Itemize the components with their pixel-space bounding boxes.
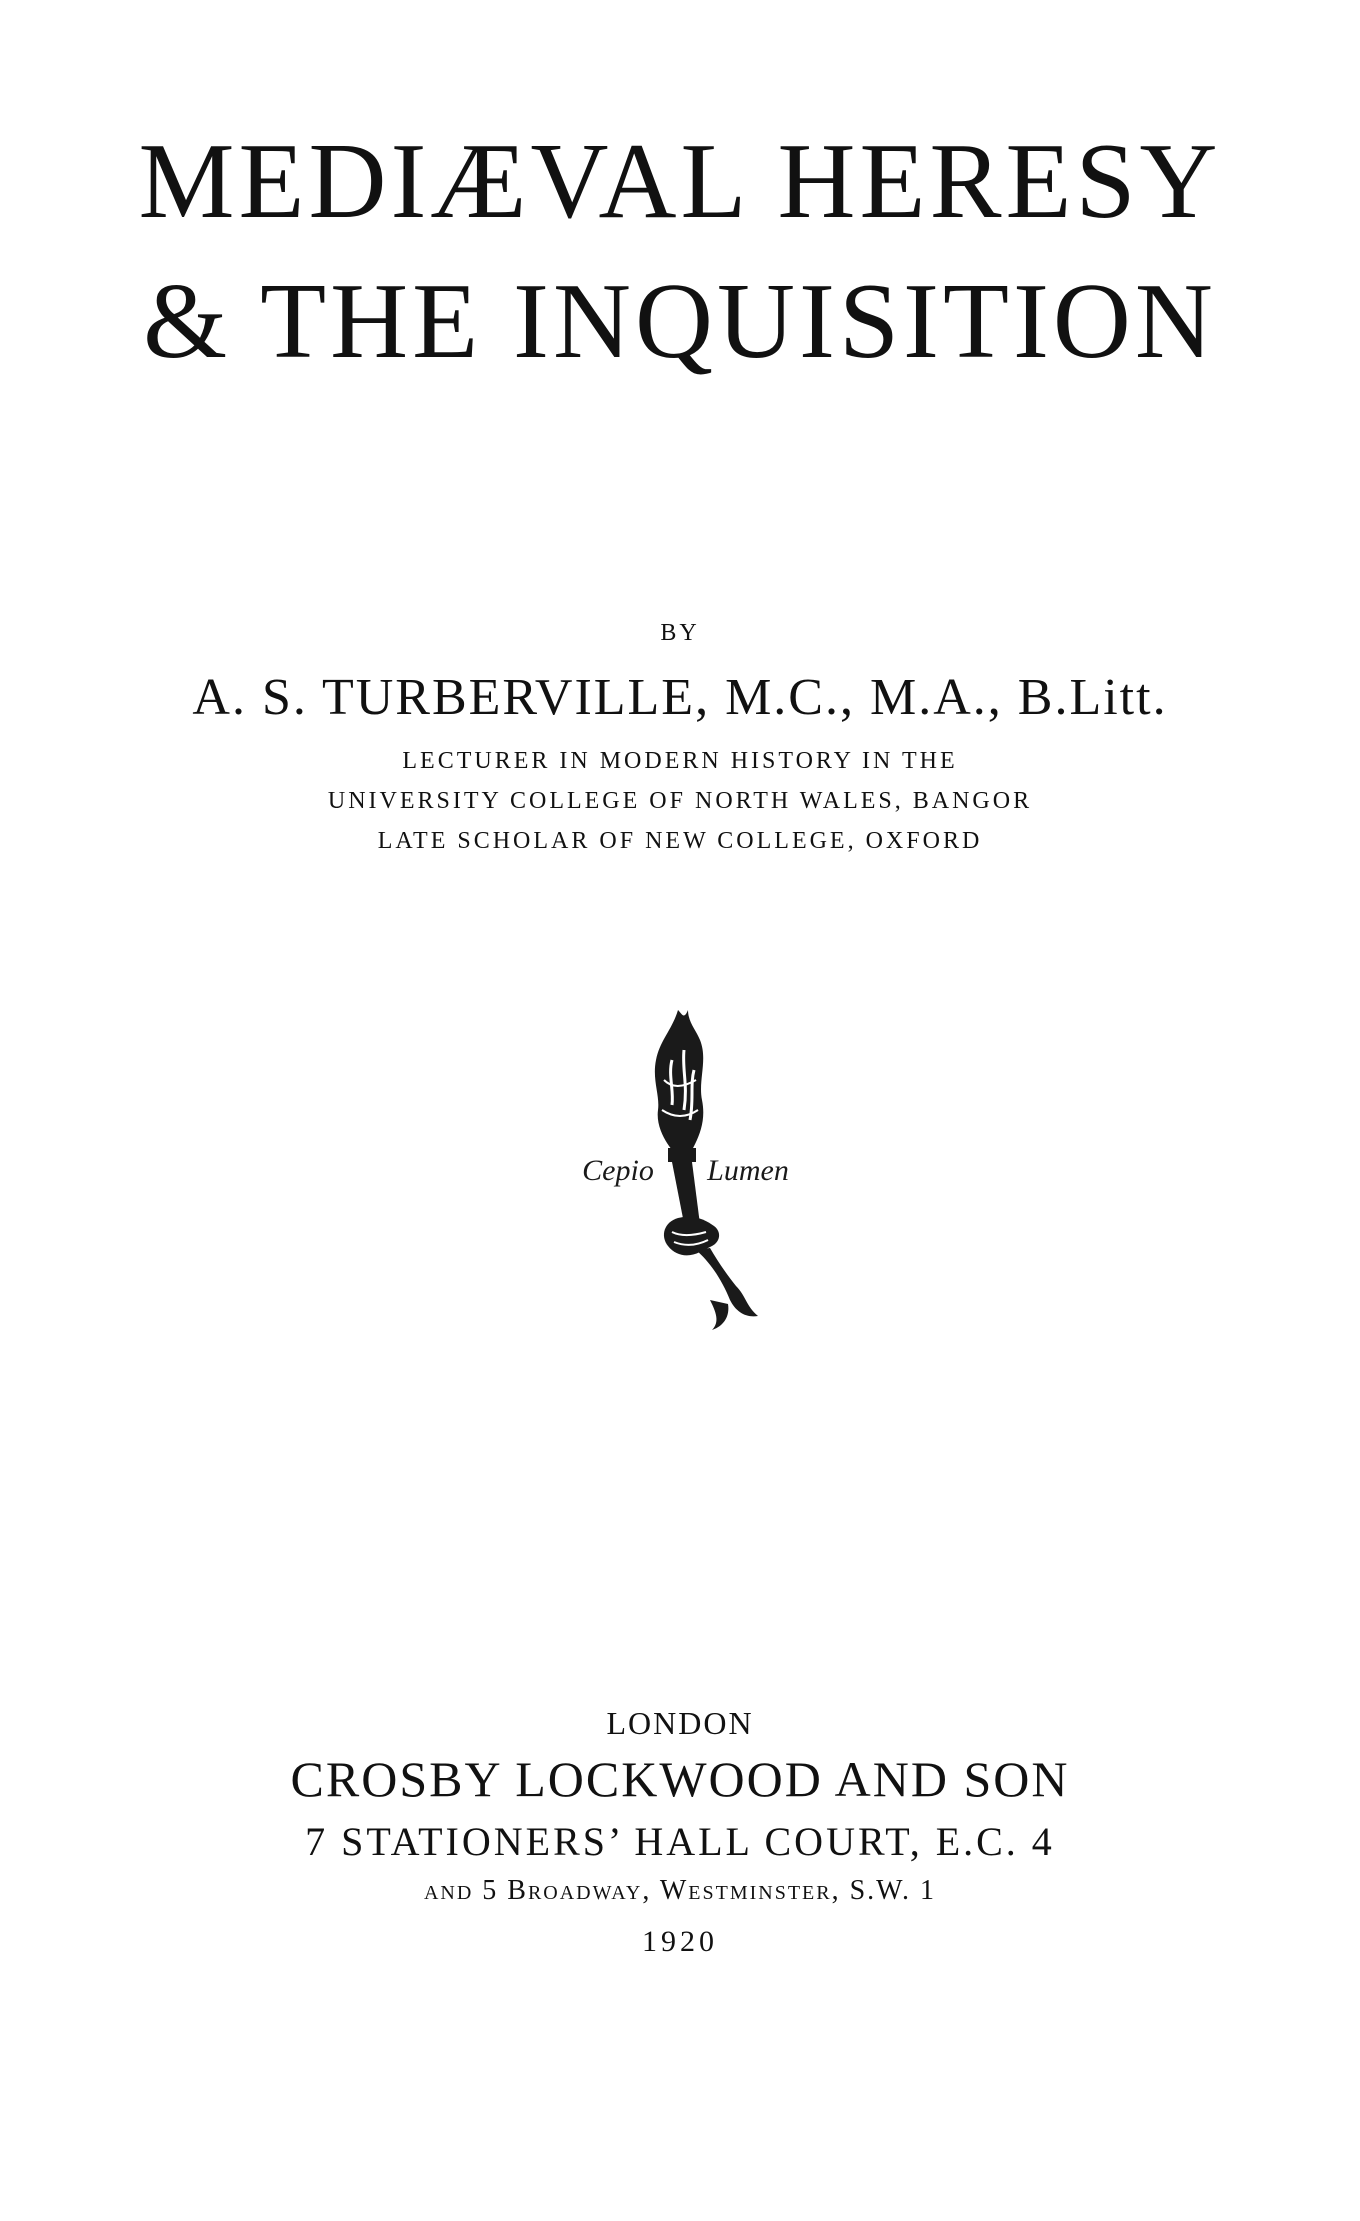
- author-credential-1: LECTURER IN MODERN HISTORY IN THE: [402, 748, 958, 774]
- motto-right: Lumen: [707, 1154, 789, 1187]
- book-title-line-1: MEDIÆVAL HERESY: [138, 122, 1222, 241]
- author-credential-2: UNIVERSITY COLLEGE OF NORTH WALES, BANGOR: [327, 788, 1033, 814]
- imprint-city: LONDON: [606, 1705, 754, 1741]
- author-credential-3: LATE SCHOLAR OF NEW COLLEGE, OXFORD: [377, 828, 983, 854]
- imprint-publisher: CROSBY LOCKWOOD AND SON: [290, 1751, 1070, 1807]
- torch-in-hand-icon: [560, 1000, 800, 1340]
- imprint-address-2: and 5 Broadway, Westminster, S.W. 1: [423, 1875, 937, 1906]
- imprint-address-1: 7 STATIONERS’ HALL COURT, E.C. 4: [305, 1819, 1055, 1864]
- torch-flame-icon: [655, 1010, 703, 1150]
- book-title-line-2: & THE INQUISITION: [143, 262, 1217, 381]
- imprint-year: 1920: [642, 1925, 718, 1958]
- author-name: A. S. TURBERVILLE, M.C., M.A., B.Litt.: [192, 669, 1168, 726]
- by-label: BY: [660, 620, 700, 646]
- motto-left: Cepio: [582, 1154, 654, 1187]
- torch-collar-icon: [668, 1148, 696, 1162]
